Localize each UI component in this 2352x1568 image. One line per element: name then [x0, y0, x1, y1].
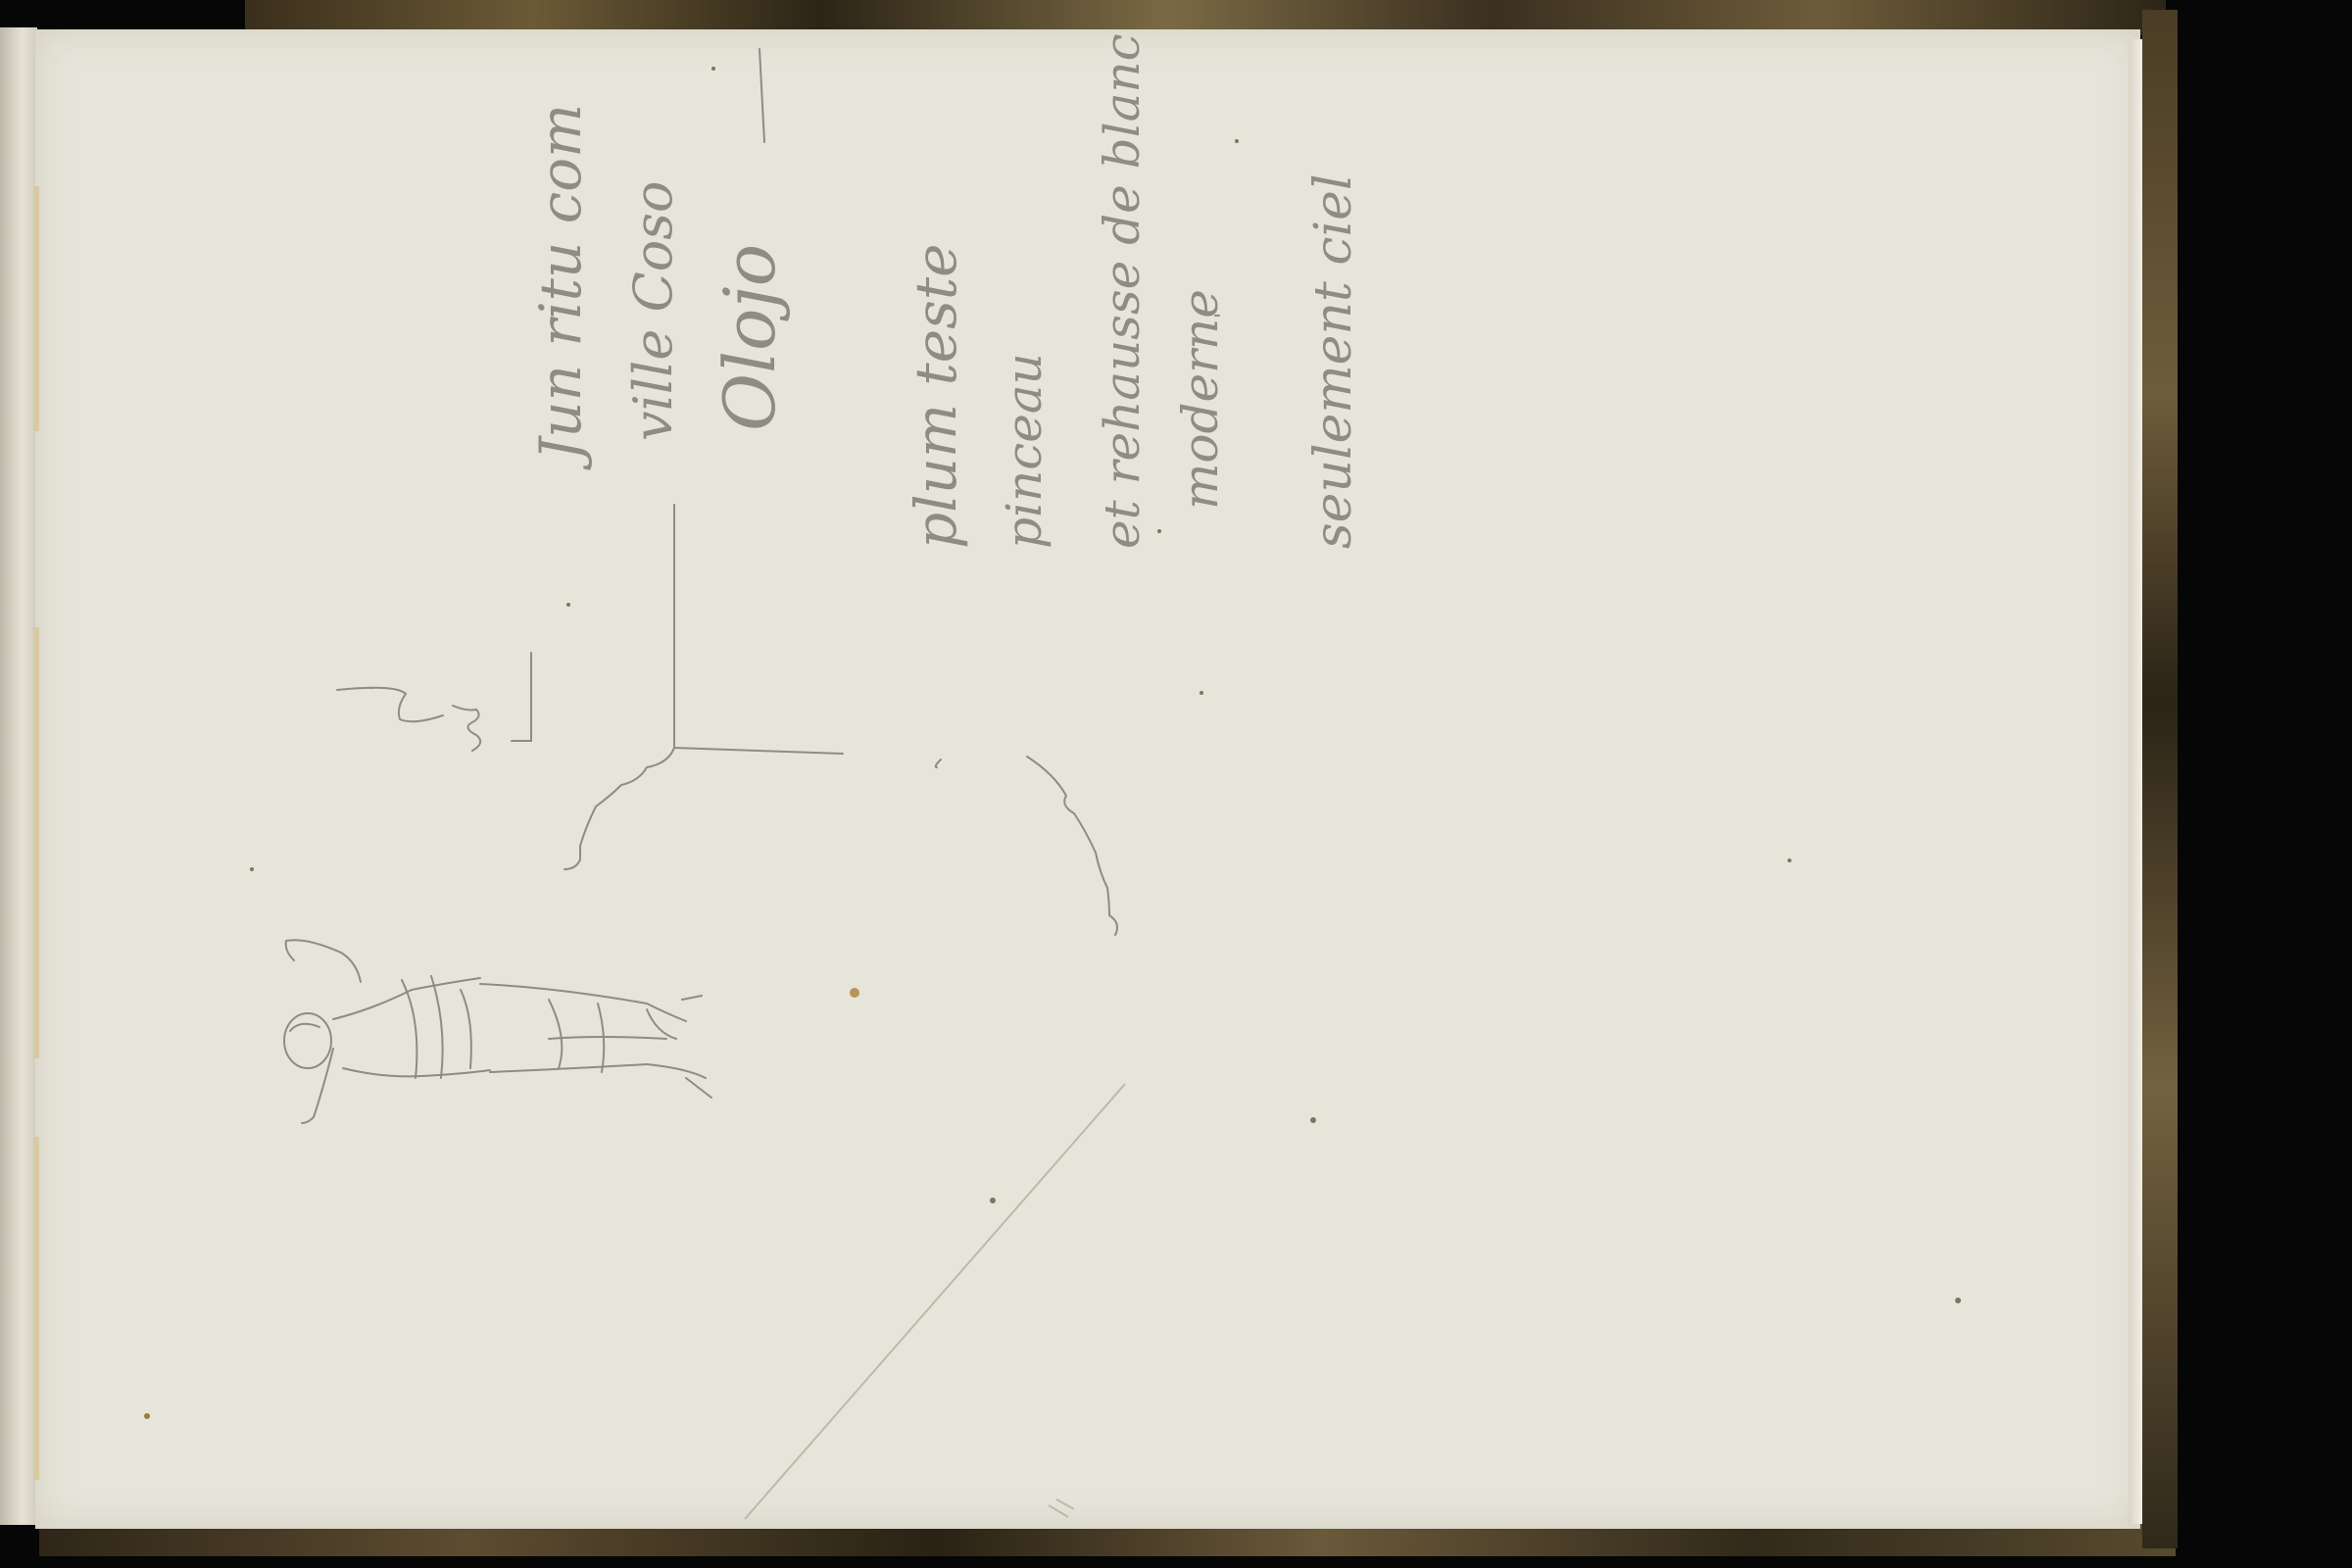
small-ornament-sketch	[337, 653, 531, 751]
standing-figure-sketch	[284, 940, 711, 1123]
note-line-8: seulement ciel	[1304, 173, 1363, 549]
note-line-7: moderne	[1172, 289, 1229, 510]
note-line-2: ville Coso	[622, 180, 684, 441]
note-line-6: et rehausse de blanc	[1094, 33, 1151, 549]
note-line-5: pinceau	[996, 353, 1053, 549]
molding-profile-sketch	[564, 505, 1117, 935]
note-line-1: Jun ritu com	[527, 103, 594, 461]
faint-mark	[1049, 1499, 1074, 1517]
faint-diagonal-line	[745, 1084, 1125, 1519]
handwritten-notes	[527, 33, 1363, 549]
note-line-3: Olojo	[709, 243, 791, 431]
paper-specks	[144, 67, 1961, 1419]
note-line-4: plum teste	[903, 243, 969, 549]
